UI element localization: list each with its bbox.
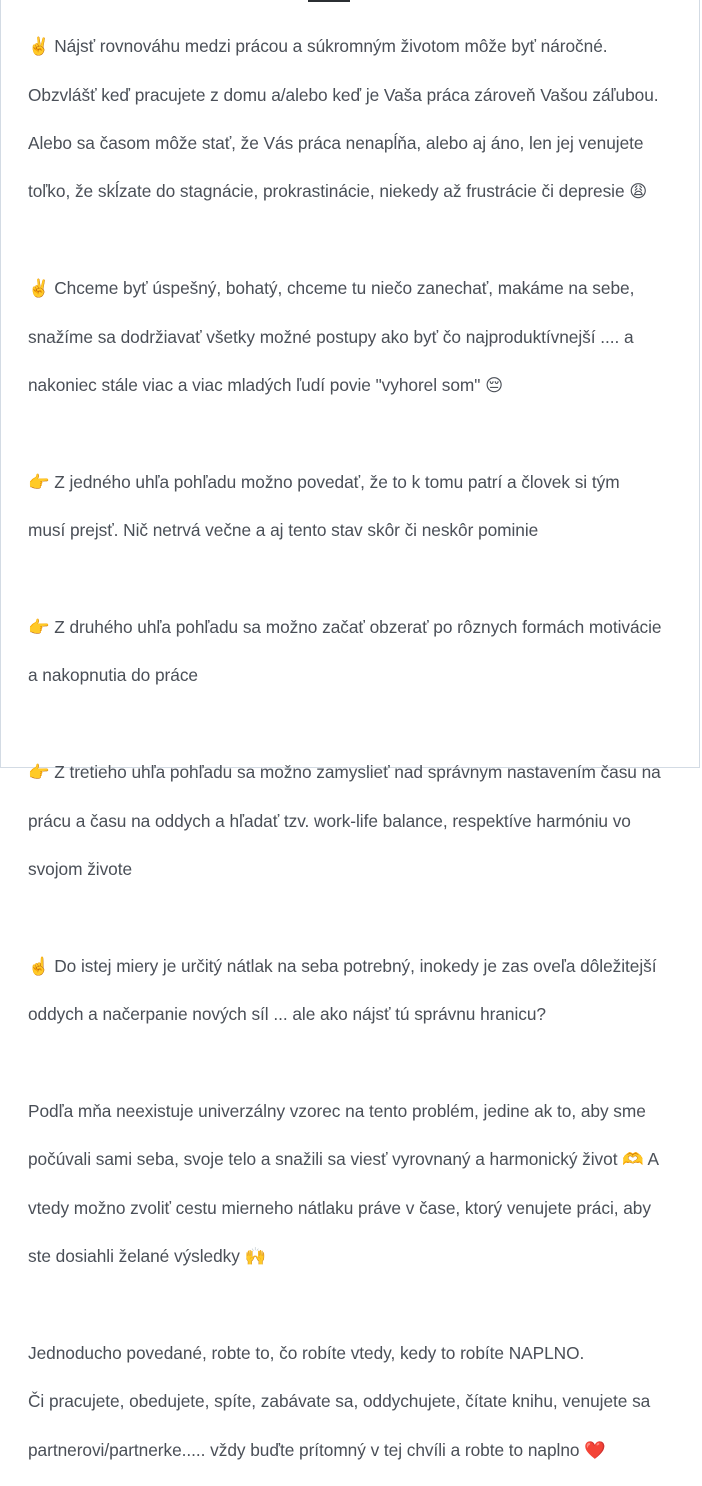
text-line: ste dosiahli želané výsledky 🙌 <box>28 1246 267 1267</box>
top-accent-bar <box>308 0 350 2</box>
text-line: počúvali sami seba, svoje telo a snažili sa viesť vyrovnaný a harmonický život 🫶 A <box>28 1149 659 1170</box>
text-line: toľko, že skĺzate do stagnácie, prokrastinácie, niekedy až frustrácie či depresie 😩 <box>28 181 648 202</box>
text-line: Obzvlášť keď pracujete z domu a/alebo keď je Vaša práca zároveň Vašou záľubou. <box>28 84 659 105</box>
text-line: partnerovi/partnerke..... vždy buďte prítomný v tej chvíli a robte to naplno ❤️ <box>28 1439 606 1460</box>
text-line: prácu a času na oddych a hľadať tzv. work-life balance, respektíve harmóniu vo <box>28 810 631 831</box>
text-line: ☝️ Do istej miery je určitý nátlak na seba potrebný, inokedy je zas oveľa dôležitejší <box>28 955 657 976</box>
text-line: svojom živote <box>28 859 133 880</box>
text-line: Či pracujete, obedujete, spíte, zabávate sa, oddychujete, čítate knihu, venujete sa <box>28 1391 651 1412</box>
paragraph-intro <box>28 10 693 228</box>
paragraph-first-view <box>28 446 693 567</box>
text-line: 👉 Z tretieho uhľa pohľadu sa možno zamyslieť nad správnym nastavením času na <box>28 762 661 783</box>
text-line: snažíme sa dodržiavať všetky možné postupy ako byť čo najproduktívnejší .... a <box>28 326 634 347</box>
text-line: a nakopnutia do práce <box>28 665 198 686</box>
text-line: 👉 Z druhého uhľa pohľadu sa možno začať obzerať po rôznych formách motivácie <box>28 617 662 638</box>
text-line: Jednoducho povedané, robte to, čo robíte vtedy, kedy to robíte NAPLNO. <box>28 1343 585 1364</box>
text-line: Podľa mňa neexistuje univerzálny vzorec na tento problém, jedine ak to, aby sme <box>28 1101 646 1122</box>
text-line: Alebo sa časom môže stať, že Vás práca nenapĺňa, alebo aj áno, len jej venujete <box>28 133 644 154</box>
paragraph-second-view <box>28 591 693 712</box>
text-line: nakoniec stále viac a viac mladých ľudí povie "vyhorel som" 😔 <box>28 375 504 396</box>
paragraph-success <box>28 252 693 421</box>
paragraph-opinion <box>28 1075 693 1293</box>
text-line: musí prejsť. Nič netrvá večne a aj tento stav skôr či neskôr pominie <box>28 520 539 541</box>
paragraph-conclusion <box>28 1317 693 1486</box>
text-line: ✌️ Chceme byť úspešný, bohatý, chceme tu niečo zanechať, makáme na sebe, <box>28 278 635 299</box>
paragraph-pressure <box>28 930 693 1051</box>
text-line: vtedy možno zvoliť cestu mierneho nátlaku práve v čase, ktorý venujete práci, aby <box>28 1197 651 1218</box>
paragraph-third-view <box>28 736 693 905</box>
text-line: oddych a načerpanie nových síl ... ale ako nájsť tú správnu hranicu? <box>28 1004 546 1025</box>
post-body <box>28 10 693 1486</box>
text-line: 👉 Z jedného uhľa pohľadu možno povedať, že to k tomu patrí a človek si tým <box>28 471 620 492</box>
text-line: ✌️ Nájsť rovnováhu medzi prácou a súkromným životom môže byť náročné. <box>28 36 608 57</box>
